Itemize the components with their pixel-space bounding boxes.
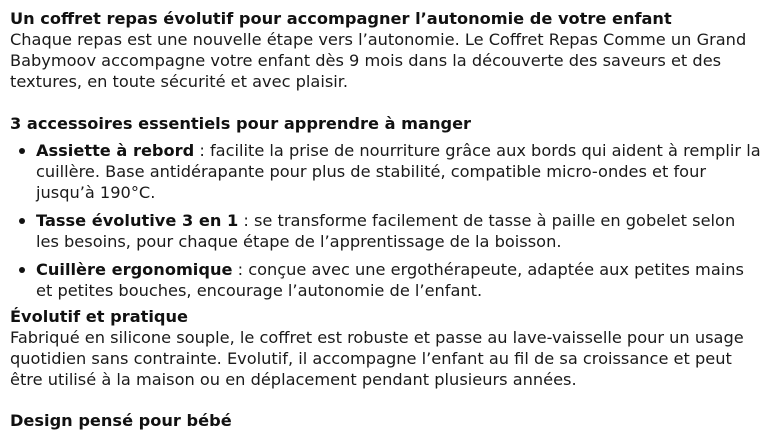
list-item-label: Tasse évolutive 3 en 1 [36,211,239,230]
bullet-icon [19,267,25,273]
section-title-accessoires: 3 accessoires essentiels pour apprendre à manger [10,114,472,133]
spacer [10,92,762,113]
section-title-design-cut [10,410,762,430]
list-item-label: Cuillère ergonomique [36,260,233,279]
product-description [10,8,762,430]
section-paragraph-coffret: Chaque repas est une nouvelle étape vers l’autonomie. Le Coffret Repas Comme un Grand Babymoov accompagne votre enfant dès 9 mois dans la découverte des saveurs et des textures, en toute sécurité et avec plaisir. [10,30,747,91]
bullet-icon [19,218,25,224]
section-title-evolutif: Évolutif et pratique [10,307,188,326]
section-paragraph-evolutif: Fabriqué en silicone souple, le coffret est robuste et passe au lave-vaisselle pour un usage quotidien sans contrainte. Evolutif, il accompagne l’enfant au fil de sa croissance et peut être utilisé à la maison ou en déplacement pendant plusieurs années. [10,328,744,389]
list-item-tasse [10,210,762,252]
list-item-text: : conçue avec une ergothérapeute, adaptée aux petites mains et petites bouches, encourage l’autonomie de l’enfant. [36,260,744,300]
section-title-design: Design pensé pour bébé [10,411,232,430]
bullet-icon [19,148,25,154]
list-item-assiette [10,140,762,203]
list-item-cuillere [10,259,762,301]
accessories-list [10,140,762,301]
section-title-coffret: Un coffret repas évolutif pour accompagner l’autonomie de votre enfant [10,9,672,28]
list-item-text: : se transforme facilement de tasse à paille en gobelet selon les besoins, pour chaque étape de l’apprentissage de la boisson. [36,211,736,251]
list-item-label: Assiette à rebord [36,141,195,160]
list-item-text: : facilite la prise de nourriture grâce aux bords qui aident à remplir la cuillère. Base antidérapante pour plus de stabilité, compatible micro-ondes et four jusqu’à 190°C. [36,141,761,202]
